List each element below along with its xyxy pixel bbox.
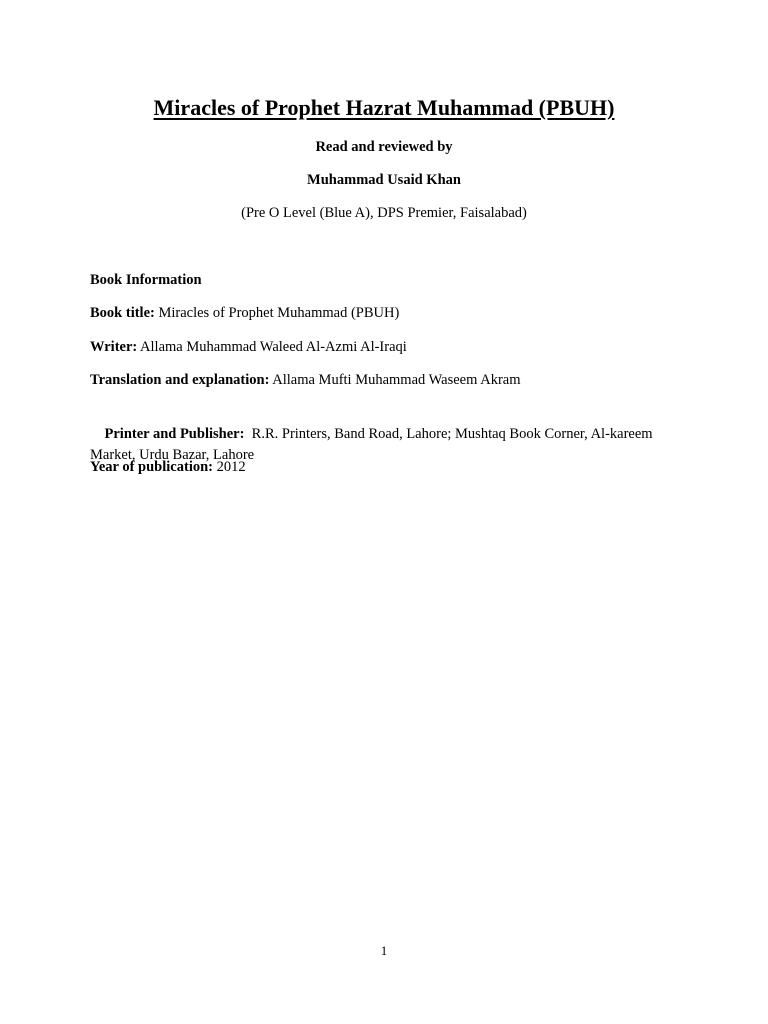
reviewer-affiliation: (Pre O Level (Blue A), DPS Premier, Faisalabad) bbox=[241, 205, 527, 221]
document-title: Miracles of Prophet Hazrat Muhammad (PBUH) bbox=[153, 95, 615, 120]
field-value: Miracles of Prophet Muhammad (PBUH) bbox=[154, 305, 400, 321]
field-label: Printer and Publisher: bbox=[104, 426, 245, 442]
field-value: R.R. Printers, Band Road, Lahore; Mushtaq Book Corner, Al-kareem Market, Urdu Bazar, Lahore bbox=[90, 426, 657, 463]
field-book-title bbox=[90, 303, 680, 324]
field-value: Allama Muhammad Waleed Al-Azmi Al-Iraqi bbox=[137, 339, 407, 355]
field-label: Year of publication: bbox=[90, 459, 213, 475]
field-value: Allama Mufti Muhammad Waseem Akram bbox=[269, 372, 521, 388]
reviewed-by-line: Read and reviewed by bbox=[315, 139, 453, 155]
reviewer-name: Muhammad Usaid Khan bbox=[307, 172, 461, 188]
field-label: Book title: bbox=[90, 305, 155, 321]
section-heading-book-information: Book Information bbox=[90, 272, 202, 288]
field-year-of-publication bbox=[90, 457, 680, 478]
page-number: 1 bbox=[380, 943, 388, 958]
field-label: Writer: bbox=[90, 339, 138, 355]
field-label: Translation and explanation: bbox=[90, 372, 270, 388]
field-value: 2012 bbox=[213, 459, 246, 475]
field-translation bbox=[90, 370, 680, 391]
field-writer bbox=[90, 337, 680, 358]
